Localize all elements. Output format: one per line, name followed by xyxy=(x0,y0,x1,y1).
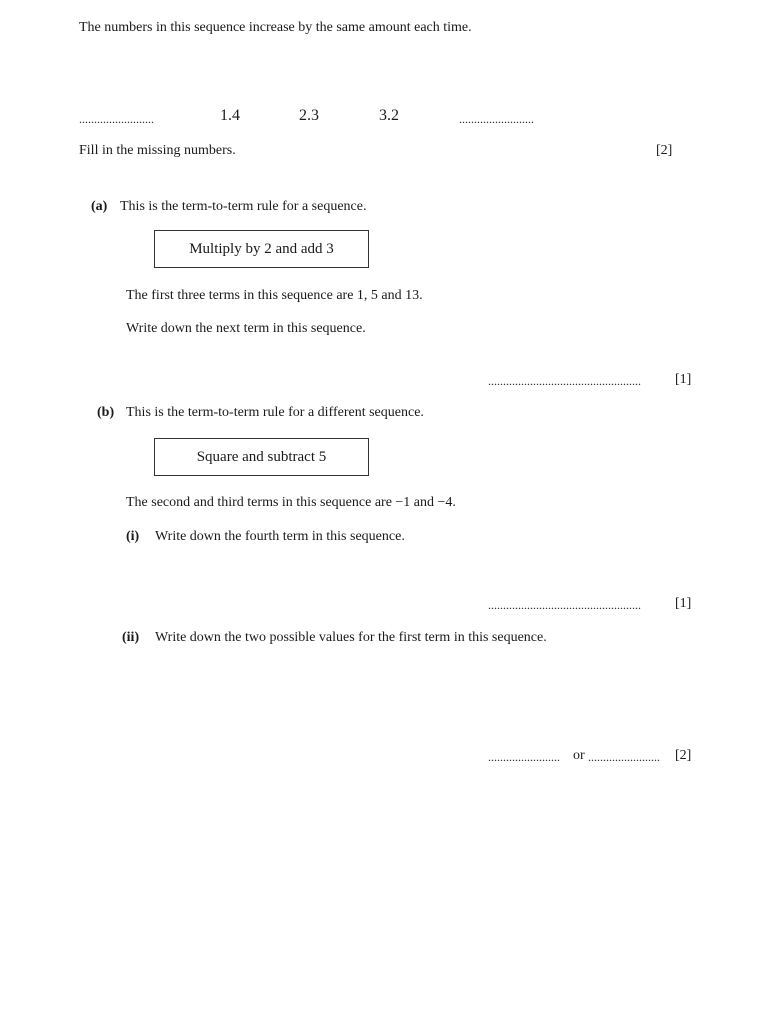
part-b-i-question: Write down the fourth term in this sequence. xyxy=(155,529,405,544)
part-a-label: (a) xyxy=(91,199,108,214)
part-a-text: This is the term-to-term rule for a sequence. xyxy=(120,199,367,214)
part-a-question: Write down the next term in this sequence. xyxy=(126,321,366,336)
rule-box-a xyxy=(154,230,369,268)
part-a-marks: [1] xyxy=(675,372,692,387)
sequence-blank-before[interactable]: ......................... xyxy=(79,112,154,126)
intro-marks: [2] xyxy=(656,143,673,158)
part-b-ii-answer-left[interactable]: ........................ xyxy=(488,750,560,764)
part-a-info: The first three terms in this sequence are 1, 5 and 13. xyxy=(126,288,423,303)
sequence-term-3: 3.2 xyxy=(379,107,399,124)
part-b-info: The second and third terms in this sequence are −1 and −4. xyxy=(126,495,456,510)
part-b-ii-label: (ii) xyxy=(122,630,140,645)
sequence-term-2: 2.3 xyxy=(299,107,319,124)
rule-b-text: Square and subtract 5 xyxy=(196,448,327,465)
rule-a-text: Multiply by 2 and add 3 xyxy=(189,240,334,257)
part-b-ii-question: Write down the two possible values for the first term in this sequence. xyxy=(155,630,547,645)
sequence-term-1: 1.4 xyxy=(220,107,240,124)
part-a-answer-line[interactable]: ................................................... xyxy=(488,374,641,388)
part-b-ii-answer-right[interactable]: ........................ xyxy=(588,750,660,764)
part-b-text: This is the term-to-term rule for a different sequence. xyxy=(126,405,424,420)
sequence-blank-after[interactable]: ......................... xyxy=(459,112,534,126)
intro-instruction: Fill in the missing numbers. xyxy=(79,143,236,158)
part-b-ii-marks: [2] xyxy=(675,748,692,763)
part-b-i-label: (i) xyxy=(126,529,140,544)
part-b-i-marks: [1] xyxy=(675,596,692,611)
part-b-i-answer-line[interactable]: ................................................... xyxy=(488,598,641,612)
part-b-label: (b) xyxy=(97,405,115,420)
part-b-ii-or: or xyxy=(573,748,585,763)
intro-statement: The numbers in this sequence increase by the same amount each time. xyxy=(79,20,472,35)
rule-box-b xyxy=(154,438,369,476)
